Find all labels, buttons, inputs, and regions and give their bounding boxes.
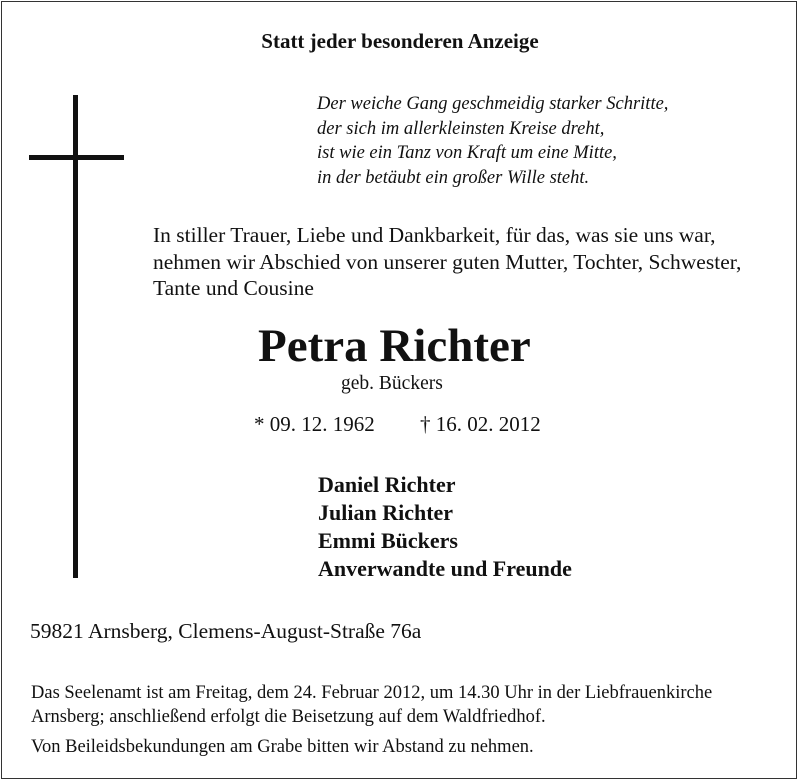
intro-line: Tante und Cousine	[153, 276, 314, 300]
death-date: † 16. 02. 2012	[420, 412, 541, 436]
intro-line: In stiller Trauer, Liebe und Dankbarkeit, für das, was sie uns war,	[153, 223, 716, 247]
deceased-name: Petra Richter	[258, 320, 531, 372]
service-info-line: Das Seelenamt ist am Freitag, dem 24. Februar 2012, um 14.30 Uhr in der Liebfrauenkirche	[31, 683, 713, 703]
condolence-request: Von Beileidsbekundungen am Grabe bitten wir Abstand zu nehmen.	[31, 737, 534, 757]
poem-line: der sich im allerkleinsten Kreise dreht,	[317, 118, 605, 139]
service-info-line: Arnsberg; anschließend erfolgt die Beisetzung auf dem Waldfriedhof.	[31, 707, 546, 727]
poem-line: Der weiche Gang geschmeidig starker Schritte,	[317, 94, 669, 114]
address: 59821 Arnsberg, Clemens-August-Straße 76a	[30, 619, 422, 643]
poem-line: ist wie ein Tanz von Kraft um eine Mitte,	[317, 143, 617, 163]
mourners-list	[318, 471, 572, 583]
poem	[317, 92, 668, 190]
intro-text	[153, 222, 741, 302]
cross-vertical-bar	[73, 95, 78, 578]
service-info	[31, 681, 712, 759]
cross-horizontal-bar	[29, 155, 124, 160]
poem-line: in der betäubt ein großer Wille steht.	[317, 167, 590, 188]
birth-name: geb. Bückers	[341, 373, 443, 394]
mourner-name: Emmi Bückers	[318, 528, 458, 553]
mourner-name: Julian Richter	[318, 500, 454, 525]
birth-date: * 09. 12. 1962	[254, 412, 375, 436]
notice-heading: Statt jeder besonderen Anzeige	[261, 29, 539, 53]
mourner-name: Daniel Richter	[318, 472, 456, 497]
intro-line: nehmen wir Abschied von unserer guten Mutter, Tochter, Schwester,	[153, 249, 742, 274]
mourner-name: Anverwandte und Freunde	[318, 556, 572, 581]
